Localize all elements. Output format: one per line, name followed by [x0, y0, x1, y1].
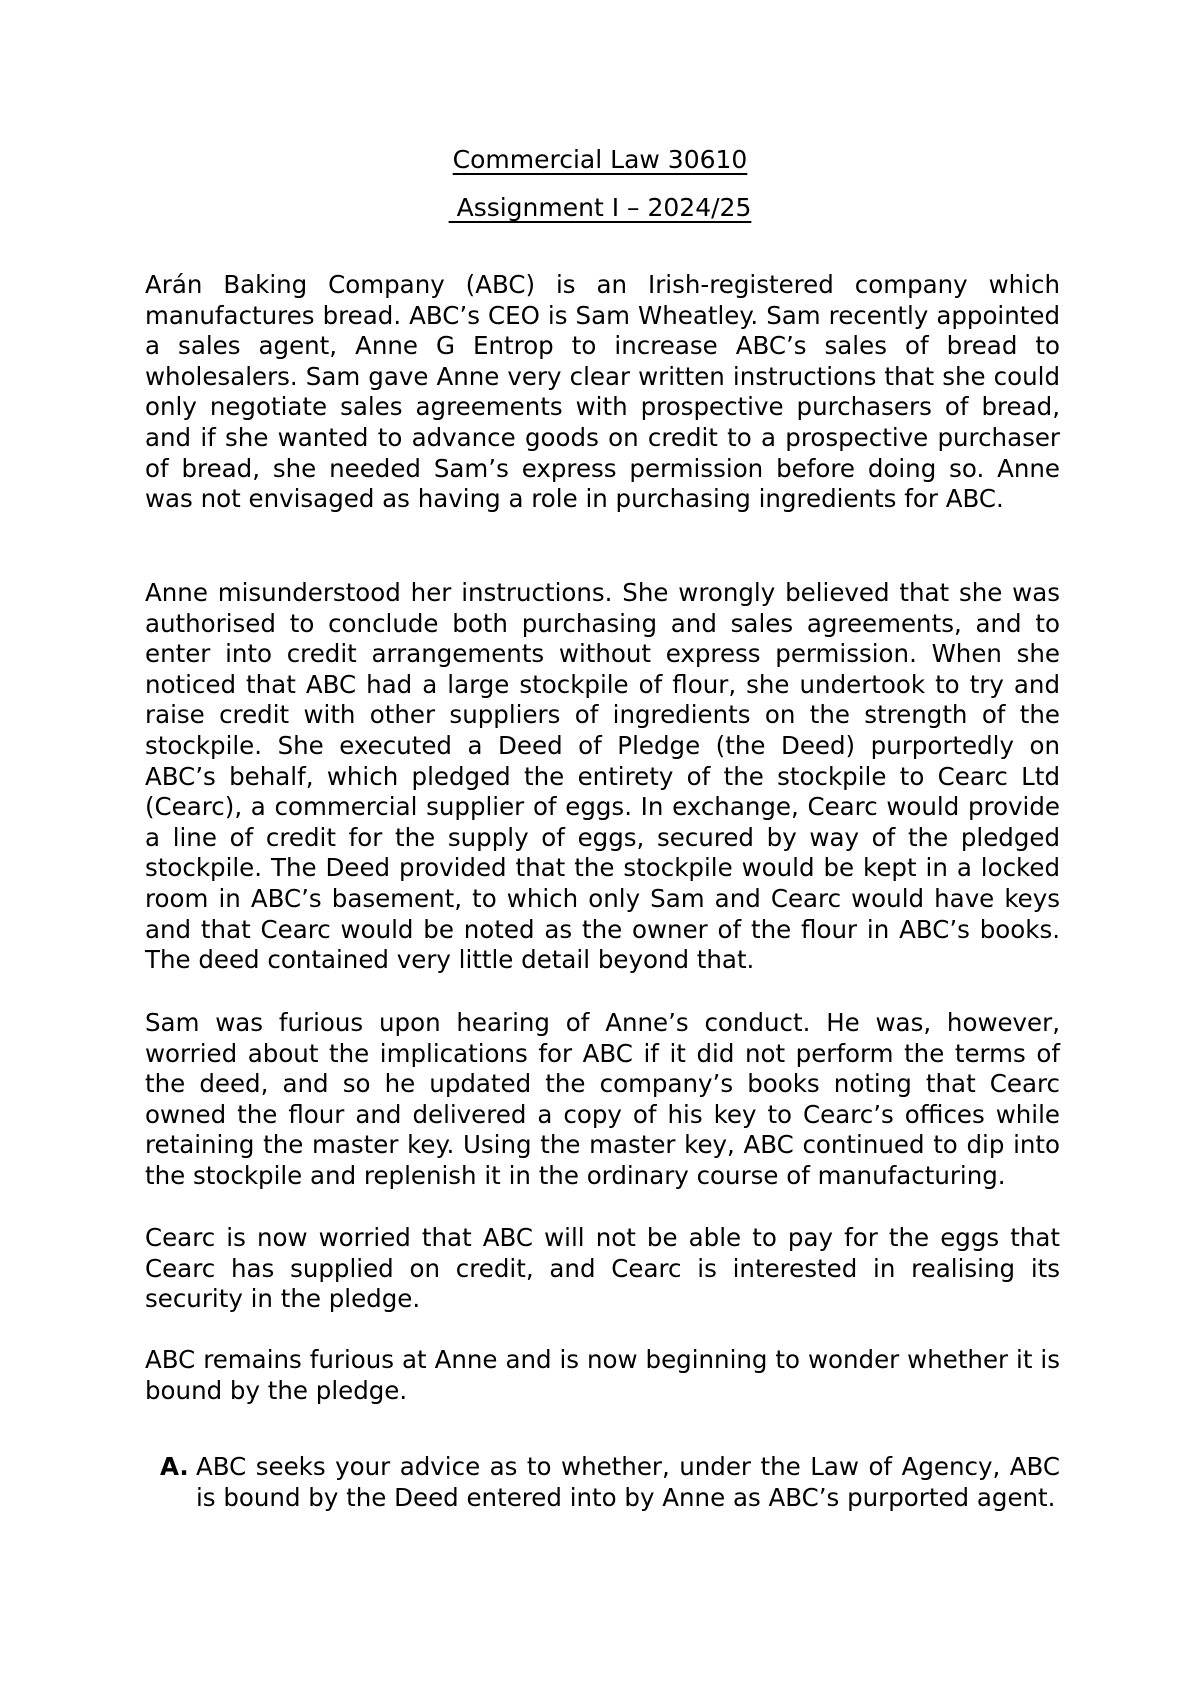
paragraph-cearc-concern: Cearc is now worried that ABC will not be able to pay for the eggs that Cearc has supplied on credit, and Cearc is interested in realising its security in the pledge.	[145, 1223, 1060, 1314]
question-text: ABC seeks your advice as to whether, under the Law of Agency, ABC is bound by the Deed entered into by Anne as ABC’s purported agent.	[196, 1452, 1060, 1512]
question-marker: A.	[160, 1452, 189, 1481]
paragraph-sam-reaction: Sam was furious upon hearing of Anne’s conduct. He was, however, worried about the implications for ABC if it did not perform the terms of the deed, and so he updated the company’s books noting that Cearc owned the flour and delivered a copy of his key to Cearc’s offices while retaining the master key. Using the master key, ABC continued to dip into the stockpile and replenish it in the ordinary course of manufacturing.	[145, 1008, 1060, 1190]
paragraph-abc-wonder: ABC remains furious at Anne and is now beginning to wonder whether it is bound by the pledge.	[145, 1345, 1060, 1405]
course-title: Commercial Law 30610	[452, 145, 748, 174]
paragraph-anne-conduct: Anne misunderstood her instructions. She wrongly believed that she was authorised to conclude both purchasing and sales agreements, and to enter into credit arrangements without express permission. When she noticed that ABC had a large stockpile of flour, she undertook to try and raise credit with other suppliers of ingredients on the strength of the stockpile. She executed a Deed of Pledge (the Deed) purportedly on ABC’s behalf, which pledged the entirety of the stockpile to Cearc Ltd (Cearc), a commercial supplier of eggs. In exchange, Cearc would provide a line of credit for the supply of eggs, secured by way of the pledged stockpile. The Deed provided that the stockpile would be kept in a locked room in ABC’s basement, to which only Sam and Cearc would have keys and that Cearc would be noted as the owner of the flour in ABC’s books. The deed contained very little detail beyond that.	[145, 578, 1060, 975]
paragraph-background: Arán Baking Company (ABC) is an Irish-registered company which manufactures bread. ABC’s CEO is Sam Wheatley. Sam recently appointed a sales agent, Anne G Entrop to increase ABC’s sales of bread to wholesalers. Sam gave Anne very clear written instructions that she could only negotiate sales agreements with prospective purchasers of bread, and if she wanted to advance goods on credit to a prospective purchaser of bread, she needed Sam’s express permission before doing so. Anne was not envisaged as having a role in purchasing ingredients for ABC.	[145, 270, 1060, 514]
question-a	[160, 1452, 1060, 1513]
assignment-title: Assignment I – 2024/25	[448, 193, 752, 222]
